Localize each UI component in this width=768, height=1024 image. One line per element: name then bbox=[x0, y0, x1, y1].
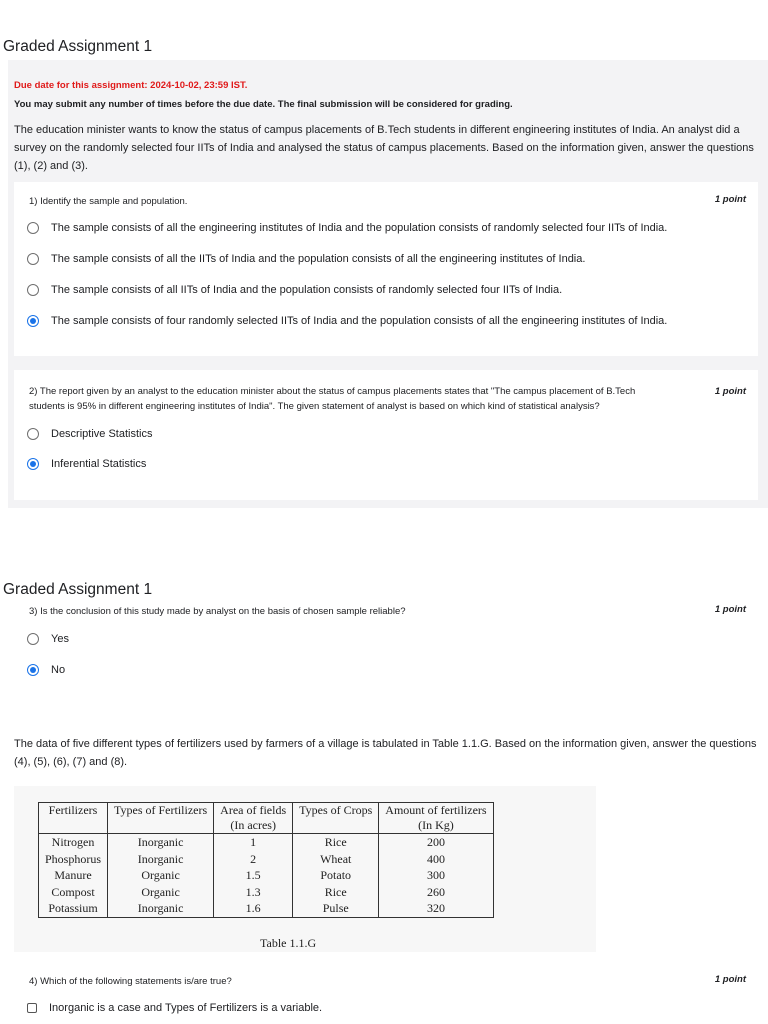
table-cell: Manure bbox=[39, 867, 108, 884]
question-2-points: 1 point bbox=[714, 386, 746, 397]
radio-button[interactable] bbox=[27, 428, 39, 440]
table-cell: Phosphorus bbox=[39, 851, 108, 868]
radio-button[interactable] bbox=[27, 633, 39, 645]
table-cell: Organic bbox=[108, 867, 214, 884]
question-2-line-2: students is 95% in different engineering institutes of India". The given statement of analyst is based on which kind of statistical analysis? bbox=[29, 401, 600, 412]
table-cell: 400 bbox=[379, 851, 493, 868]
table-row bbox=[39, 900, 494, 917]
table-cell: Nitrogen bbox=[39, 834, 108, 851]
question-4-text: 4) Which of the following statements is/are true? bbox=[29, 976, 232, 987]
table-cell: 300 bbox=[379, 867, 493, 884]
option-label: The sample consists of four randomly selected IITs of India and the population consists of all the engineering institutes of India. bbox=[51, 315, 668, 327]
table-cell: 2 bbox=[214, 851, 293, 868]
table-cell: Compost bbox=[39, 884, 108, 901]
q3-option-2[interactable] bbox=[27, 664, 65, 676]
q2-option-2[interactable] bbox=[27, 458, 146, 470]
checkbox[interactable] bbox=[27, 1003, 37, 1013]
question-1-points: 1 point bbox=[714, 194, 746, 205]
radio-button-selected[interactable] bbox=[27, 315, 39, 327]
radio-button[interactable] bbox=[27, 253, 39, 265]
table-caption: Table 1.1.G bbox=[260, 936, 317, 950]
table-cell: 200 bbox=[379, 834, 493, 851]
radio-button[interactable] bbox=[27, 222, 39, 234]
option-label: The sample consists of all IITs of India and the population consists of randomly selected four IITs of India. bbox=[51, 284, 563, 296]
table-cell: Inorganic bbox=[108, 851, 214, 868]
table-cell: 1.5 bbox=[214, 867, 293, 884]
question-2-line-1: 2) The report given by an analyst to the education minister about the status of campus placements states that "The campus placement of B.Tech bbox=[29, 386, 636, 397]
table-cell: Pulse bbox=[293, 900, 379, 917]
table-row bbox=[39, 867, 494, 884]
table-header-row bbox=[39, 803, 494, 834]
q1-option-2[interactable] bbox=[27, 253, 585, 265]
question-4-points: 1 point bbox=[714, 974, 746, 985]
page-title: Graded Assignment 1 bbox=[3, 38, 153, 55]
table-header-cell: Amount of fertilizers (In Kg) bbox=[379, 803, 493, 834]
table-cell: Organic bbox=[108, 884, 214, 901]
table-cell: Inorganic bbox=[108, 834, 214, 851]
radio-button-selected[interactable] bbox=[27, 664, 39, 676]
table-row bbox=[39, 884, 494, 901]
q2-option-1[interactable] bbox=[27, 428, 152, 440]
table-header-cell: Fertilizers bbox=[39, 803, 108, 834]
table-cell: 320 bbox=[379, 900, 493, 917]
table-cell: Potato bbox=[293, 867, 379, 884]
q1-option-1[interactable] bbox=[27, 222, 667, 234]
due-date-notice: Due date for this assignment: 2024-10-02, 23:59 IST. bbox=[14, 80, 248, 91]
q4-option-1[interactable] bbox=[27, 1002, 322, 1014]
option-label: Inferential Statistics bbox=[51, 458, 147, 470]
page-title-2: Graded Assignment 1 bbox=[3, 581, 153, 598]
fertilizer-table bbox=[38, 802, 494, 918]
option-label: The sample consists of all the engineering institutes of India and the population consists of randomly selected four IITs of India. bbox=[51, 222, 668, 234]
table-cell: 1.3 bbox=[214, 884, 293, 901]
submission-note: You may submit any number of times before the due date. The final submission will be considered for grading. bbox=[14, 99, 513, 110]
table-figure bbox=[14, 786, 596, 952]
intro-paragraph: The education minister wants to know the status of campus placements of B.Tech students in different engineering institutes of India. An analyst did a survey on the randomly selected four IITs of India and analysed the status of campus placements. Based on the information given, answer the questions (1), (2) and (3). bbox=[14, 124, 754, 172]
table-header-cell: Types of Crops bbox=[293, 803, 379, 834]
table-cell: Rice bbox=[293, 834, 379, 851]
option-label: Yes bbox=[51, 633, 69, 645]
table-cell: 1.6 bbox=[214, 900, 293, 917]
table-header-cell: Types of Fertilizers bbox=[108, 803, 214, 834]
table-cell: Inorganic bbox=[108, 900, 214, 917]
question-2-text bbox=[29, 384, 635, 414]
q1-option-3[interactable] bbox=[27, 284, 562, 296]
table-cell: Potassium bbox=[39, 900, 108, 917]
q3-option-1[interactable] bbox=[27, 633, 69, 645]
option-label: The sample consists of all the IITs of India and the population consists of all the engineering institutes of India. bbox=[51, 253, 586, 265]
question-1-text: 1) Identify the sample and population. bbox=[29, 196, 188, 207]
table-header-cell: Area of fields (In acres) bbox=[214, 803, 293, 834]
option-label: Descriptive Statistics bbox=[51, 428, 153, 440]
radio-button[interactable] bbox=[27, 284, 39, 296]
q1-option-4[interactable] bbox=[27, 315, 667, 327]
option-label: Inorganic is a case and Types of Fertilizers is a variable. bbox=[49, 1002, 323, 1014]
question-3-points: 1 point bbox=[714, 604, 746, 615]
table-cell: 1 bbox=[214, 834, 293, 851]
table-cell: Rice bbox=[293, 884, 379, 901]
fertilizer-intro-paragraph: The data of five different types of fertilizers used by farmers of a village is tabulated in Table 1.1.G. Based on the information given, answer the questions (4), (5), (6), (7) and (8). bbox=[14, 738, 757, 768]
table-row bbox=[39, 851, 494, 868]
table-row bbox=[39, 834, 494, 851]
table-cell: 260 bbox=[379, 884, 493, 901]
table-cell: Wheat bbox=[293, 851, 379, 868]
option-label: No bbox=[51, 664, 66, 676]
question-3-text: 3) Is the conclusion of this study made by analyst on the basis of chosen sample reliable? bbox=[29, 606, 406, 617]
radio-button-selected[interactable] bbox=[27, 458, 39, 470]
